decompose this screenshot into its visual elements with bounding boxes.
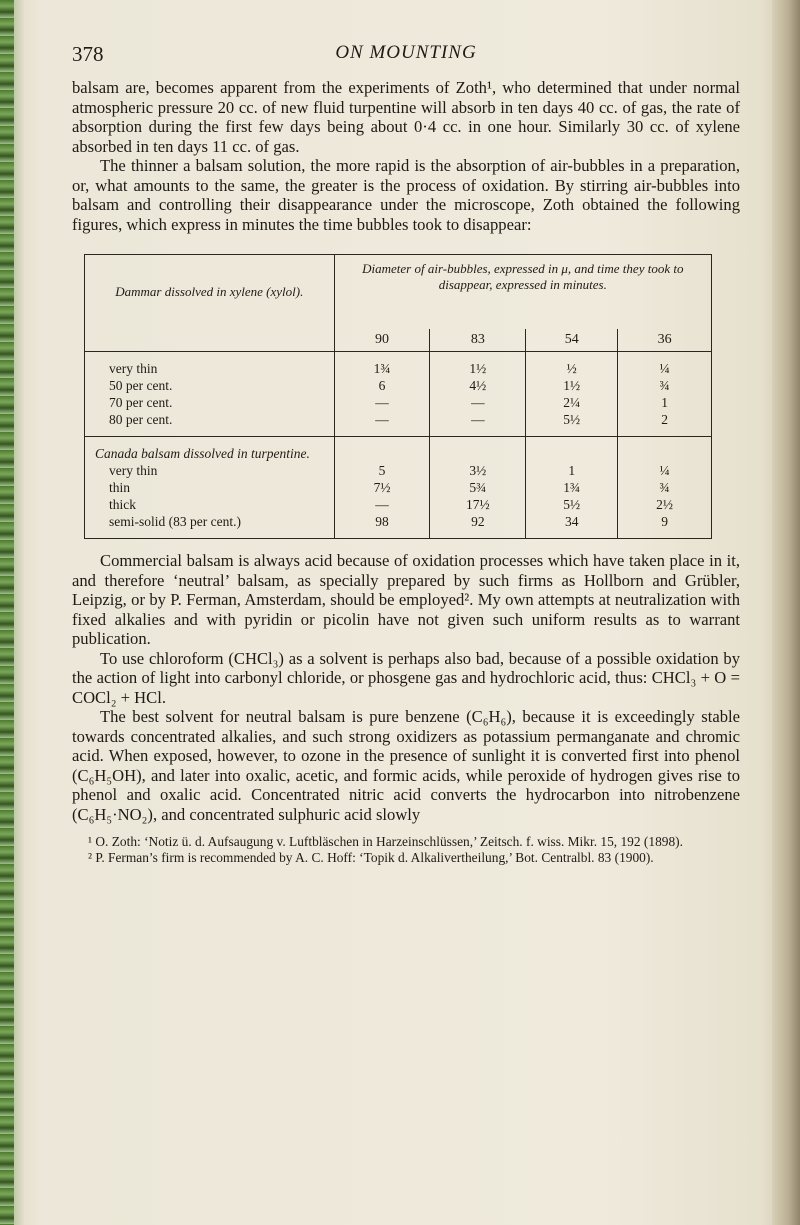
row-label: semi-solid (83 per cent.) <box>85 513 335 539</box>
table-row <box>85 411 712 437</box>
table-cell: 1¾ <box>334 352 430 378</box>
table-cell <box>526 437 618 463</box>
table-cell: 17½ <box>430 496 526 513</box>
row-label: 80 per cent. <box>85 411 335 437</box>
paragraph-1: balsam are, becomes apparent from the experiments of Zoth¹, who determined that under normal atmospheric pressure 20 cc. of new fluid turpentine will absorb in ten days 40 cc. of gas, the rate of absorption during the first few days being about 0·4 cc. in one hour. Similarly 30 cc. of xylene absorbed in ten days 11 cc. of gas. <box>72 78 740 156</box>
paragraph-5: The best solvent for neutral balsam is pure benzene (C₆H₆), because it is exceedingly stable towards concentrated alkalies, and such strong oxidizers as potassium permanganate and chromic acid. When exposed, however, to ozone in the presence of sunlight it is converted first into phenol (C₆H₅OH), and later into oxalic, acetic, and formic acids, while peroxide of hydrogen gives rise to phenol and oxalic acid. Concentrated nitric acid converts the hydrocarbon into nitrobenzene (C₆H₅·NO₂), and concentrated sulphuric acid slowly <box>72 707 740 824</box>
row-label: thick <box>85 496 335 513</box>
table-cell: 92 <box>430 513 526 539</box>
table-cell: 1 <box>526 462 618 479</box>
table-right-header: Diameter of air-bubbles, expressed in μ, and time they took to disappear, expressed in minutes. <box>334 255 711 330</box>
table-cell: — <box>430 411 526 437</box>
table-cell <box>430 437 526 463</box>
table-cell: 9 <box>618 513 712 539</box>
table-group-title-row <box>85 437 712 463</box>
column-header-54: 54 <box>526 329 618 352</box>
table-cell: — <box>334 394 430 411</box>
table-cell <box>334 437 430 463</box>
row-label: 70 per cent. <box>85 394 335 411</box>
bubble-absorption-table <box>84 254 712 539</box>
table-left-header: Dammar dissolved in xylene (xylol). <box>85 255 335 330</box>
table-blank-cell <box>85 329 335 352</box>
column-header-36: 36 <box>618 329 712 352</box>
table-row <box>85 352 712 378</box>
table-cell: 3½ <box>430 462 526 479</box>
table-row <box>85 513 712 539</box>
table-cell: 1¾ <box>526 479 618 496</box>
table-cell: 7½ <box>334 479 430 496</box>
table-cell: 1 <box>618 394 712 411</box>
table-cell: 2 <box>618 411 712 437</box>
table-cell: ¾ <box>618 377 712 394</box>
table-row <box>85 462 712 479</box>
row-label: 50 per cent. <box>85 377 335 394</box>
table-cell: ½ <box>526 352 618 378</box>
table-cell: 5 <box>334 462 430 479</box>
table-row <box>85 394 712 411</box>
table-cell: ¼ <box>618 352 712 378</box>
footnote-2: ² P. Ferman’s firm is recommended by A. C. Hoff: ‘Topik d. Alkalivertheilung,’ Bot. Centralbl. 83 (1900). <box>88 850 654 865</box>
page-content <box>72 42 740 866</box>
row-label: very thin <box>85 462 335 479</box>
table-cell: 1½ <box>526 377 618 394</box>
footnote-1: ¹ O. Zoth: ‘Notiz ü. d. Aufsaugung v. Luftbläschen in Harzeinschlüssen,’ Zeitsch. f. wiss. Mikr. 15, 192 (1898). <box>88 834 683 849</box>
book-spine-edge <box>0 0 14 1225</box>
book-gutter <box>14 0 24 1225</box>
table-cell <box>618 437 712 463</box>
page-right-edge <box>772 0 800 1225</box>
footnotes <box>72 834 740 866</box>
column-header-90: 90 <box>334 329 430 352</box>
table-cell: 5¾ <box>430 479 526 496</box>
table-cell: 5½ <box>526 496 618 513</box>
table-cell: 6 <box>334 377 430 394</box>
table-cell: 98 <box>334 513 430 539</box>
table-cell: 5½ <box>526 411 618 437</box>
row-label: very thin <box>85 352 335 378</box>
table-cell: 2¼ <box>526 394 618 411</box>
page-number: 378 <box>72 42 104 66</box>
table-cell: ¾ <box>618 479 712 496</box>
running-title: ON MOUNTING <box>335 42 477 63</box>
paragraph-4: To use chloroform (CHCl₃) as a solvent is perhaps also bad, because of a possible oxidation by the action of light into carbonyl chloride, or phosgene gas and hydrochloric acid, thus: CHCl₃ + O = COCl₂ + HCl. <box>72 648 740 707</box>
table-row <box>85 479 712 496</box>
table-cell: ¼ <box>618 462 712 479</box>
row-label: thin <box>85 479 335 496</box>
paragraph-2: The thinner a balsam solution, the more rapid is the absorption of air-bubbles in a preparation, or, what amounts to the same, the greater is the process of oxidation. By stirring air-bubbles into balsam and controlling their disappearance under the microscope, Zoth obtained the following figures, which express in minutes the time bubbles took to disappear: <box>72 156 740 234</box>
group-title: Canada balsam dissolved in turpentine. <box>85 437 335 463</box>
page-header <box>72 42 740 78</box>
table-cell: 34 <box>526 513 618 539</box>
column-header-83: 83 <box>430 329 526 352</box>
table-cell: 1½ <box>430 352 526 378</box>
table-row <box>85 377 712 394</box>
table-row <box>85 496 712 513</box>
table-cell: — <box>430 394 526 411</box>
table-cell: 4½ <box>430 377 526 394</box>
table-cell: — <box>334 411 430 437</box>
table-cell: 2½ <box>618 496 712 513</box>
table-cell: — <box>334 496 430 513</box>
paragraph-3: Commercial balsam is always acid because of oxidation processes which have taken place in it, and therefore ‘neutral’ balsam, as specially prepared by such firms as Hollborn and Grübler, Leipzig, or by P. Ferman, Amsterdam, should be employed². My own attempts at neutralization with fixed alkalies and with pyridin or picolin have not given such uniform results as to warrant publication. <box>72 551 740 648</box>
